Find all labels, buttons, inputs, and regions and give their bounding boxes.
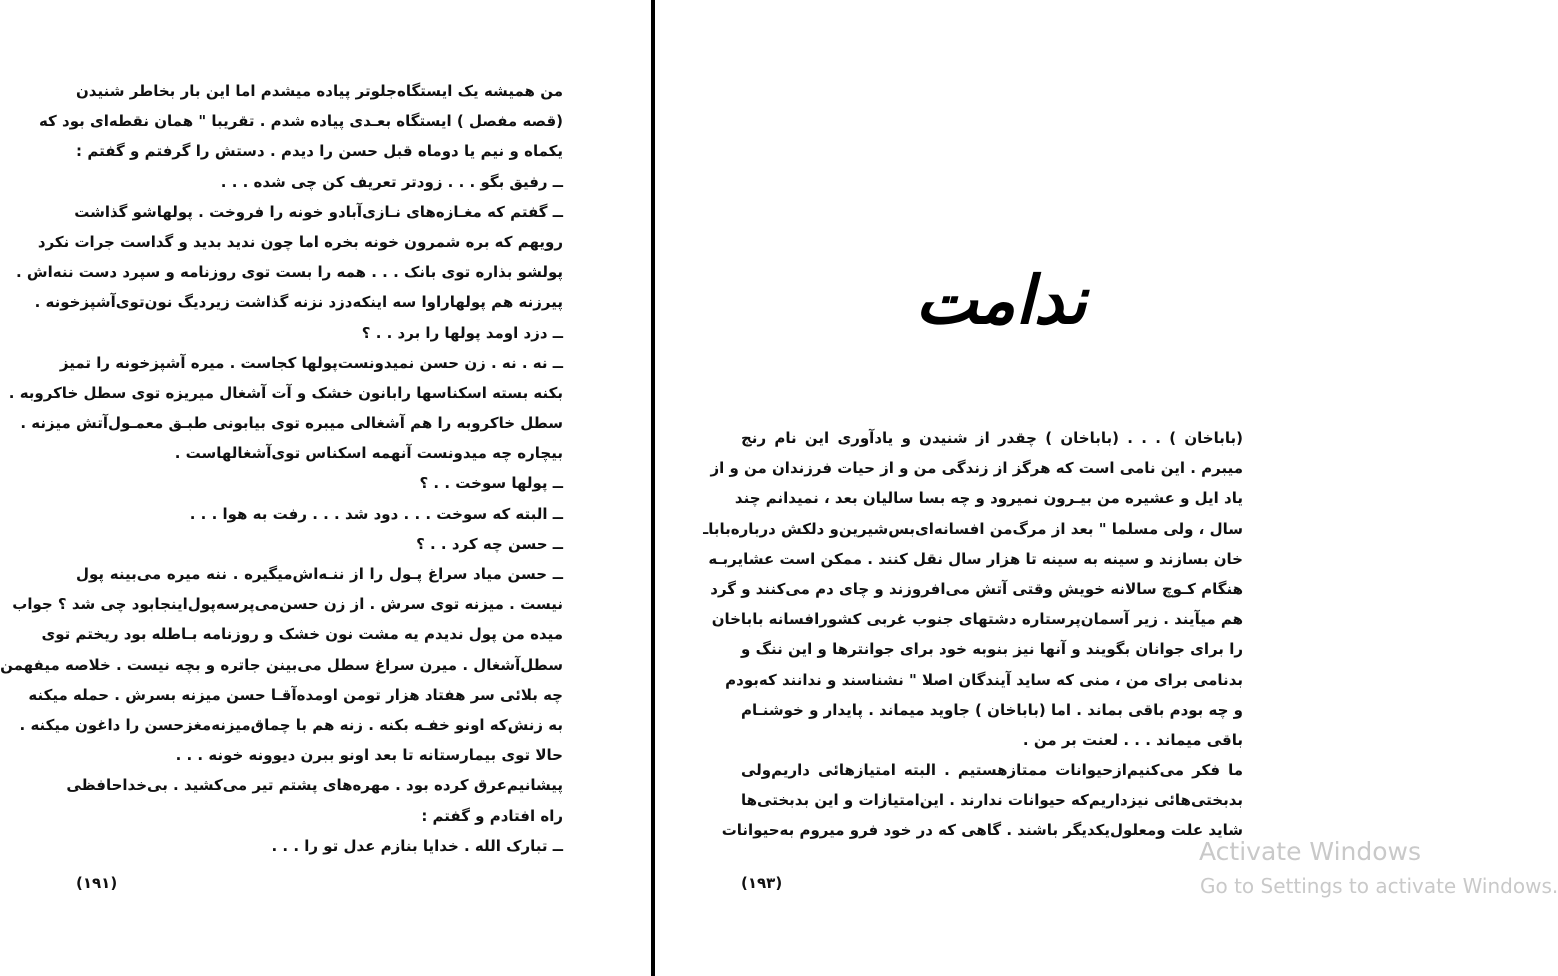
text-line: پیرزنه هم پولهاراوا سه اینکه‌دزد نزنه گذاشت زیردیگ نون‌توی‌آشپزخونه . [34,293,563,312]
left-page-text [0,76,563,861]
text-line: (باباخان ) . . . (باباخان ) چقدر از شنیدن و یادآوری این نام رنج [741,429,1243,447]
text-line: یکماه و نیم یا دوماه قبل حسن را دیدم . دستش را گرفتم و گفتم : [76,142,563,161]
text-line: سال ، ولی مسلما " بعد از مرگ‌من افسانه‌ای‌بس‌شیرین‌و دلکش درباره‌باباـ [703,519,1243,538]
text-line: هم میآیند . زیر آسمان‌پرستاره دشتهای جنوب غربی کشورافسانه باباخان [711,610,1243,629]
watermark-subtitle: Go to Settings to activate Windows. [1200,874,1558,898]
left-page-number: (۱۹۱) [76,874,118,892]
text-line: ــ پولها سوخت . . ؟ [419,474,563,493]
text-line: یاد ایل و عشیره من بیـرون نمیرود و چه بسا سالیان بعد ، نمیدانم چند [734,489,1243,508]
watermark-title: Activate Windows [1199,837,1421,866]
text-line: سطل‌آشغال . میرن سراغ سطل می‌بینن جاتره و بچه نیست . خلاصه میفهمن [0,655,563,674]
text-line: من همیشه یک ایستگاه‌جلوتر پیاده میشدم اما این بار بخاطر شنیدن [76,82,563,100]
text-line: نیست . میزنه توی سرش . از زن حسن‌می‌پرسه‌پول‌اینجابود چی شد ؟ جواب [12,595,563,614]
text-line: ــ حسن چه کرد . . ؟ [416,534,563,553]
text-line: ــ تبارک الله . خدایا بنازم عدل تو را . . . [271,836,563,855]
text-line: میده من پول ندیدم یه مشت نون خشک و روزنامه بـاطله بود ریختم توی [41,625,563,644]
text-line: رویهم که بره شمرون خونه بخره اما چون ندید بدید و گداست جرات نکرد [37,232,563,251]
text-line: ــ نه . نه . زن حسن نمیدونست‌پولها کجاست . میره آشپزخونه را تمیز [59,353,563,372]
text-line: راه افتادم و گفتم : [421,806,563,825]
text-line: باقی میماند . . . لعنت بر من . [1022,730,1243,749]
text-line: به زنش‌که اونو خفـه بکنه . زنه هم با چماق‌میزنه‌مغزحسن را داغون میکنه . [19,715,563,734]
left-page [0,0,651,976]
text-line: ــ حسن میاد سراغ پـول را از ننـه‌اش‌میگیره . ننه میره می‌بینه پول [76,565,563,583]
text-line: بکنه بسته اسکناسها را‌بانون خشک و آت آشغال میریزه توی سطل خاکروبه . [8,383,563,402]
text-line: و چه بودم باقی بماند . اما (باباخان ) جاوید میماند . پایدار و خوشنـام [741,700,1243,719]
book-gutter [651,0,655,976]
text-line: پولشو بذاره توی بانک . . . همه را بست توی روزنامه و سپرد دست ننه‌اش . [15,263,563,282]
right-page [656,0,1279,976]
text-line: میبرم . این نامی است که هرگز از زندگی من و از حیات فرزندان من و از [710,459,1243,478]
activate-windows-watermark [1199,832,1558,912]
chapter-title: ندامت [915,261,1087,339]
text-line: بدبختی‌هائی نیزداریم‌که حیوانات ندارند . این‌امتیازات و این بدبختی‌ها [741,791,1243,810]
right-page-number: (۱۹۳) [741,874,783,892]
text-line: را برای جوانان بگویند و آنها نیز بنوبه خود برای جوانترها و این ننگ و [741,640,1243,659]
text-line: ــ رفیق بگو . . . زودتر تعریف کن چی شده . . . [220,172,563,191]
text-line: ما فکر می‌کنیم‌ازحیوانات ممتازهستیم . البته امتیازهائی داریم‌ولی [741,761,1243,780]
text-line: چه بلائی سر هفتاد هزار تومن اومده‌آقـا حسن میزنه بسرش . حمله میکنه [28,685,563,704]
text-line: ــ گفتم که مغـازه‌های نـازی‌آبادو خونه را فروخت . پولهاشو گذاشت [74,202,563,221]
text-line: حالا توی بیمارستانه تا بعد اونو ببرن دیوونه خونه . . . [175,746,563,765]
text-line: سطل خاکروبه را هم آشغالی میبره توی بیابونی طبـق معمـول‌آتش میزنه . [20,414,563,433]
text-line: شاید علت ومعلول‌یکدیگر باشند . گاهی که در خود فرو میروم به‌حیوانات [721,821,1243,840]
text-line: خان بسازند و سینه به سینه تا هزار سال نقل کنند . ممکن است عشایربـه [708,549,1243,568]
right-page-text [703,423,1243,846]
text-line: هنگام کـوچ سالانه خویش وقتی آتش می‌افروزند و چای دم می‌کنند و گرد [710,579,1243,598]
text-line: بیچاره چه میدونست آنهمه اسکناس توی‌آشغالهاست . [174,444,563,463]
text-line: پیشانیم‌عرق کرده بود . مهره‌های پشتم تیر می‌کشید . بی‌خداحافظی [66,776,563,795]
text-line: (قصه مفصل ) ایستگاه بعـدی پیاده شدم . تقریبا " همان نقطه‌ای بود که [38,112,563,131]
text-line: ــ البته که سوخت . . . دود شد . . . رفت به هوا . . . [189,504,563,523]
text-line: ــ دزد اومد پولها را برد . . ؟ [361,323,563,342]
text-line: بدنامی برای من ، منی که ساید آیندگان اصلا " نشناسند و ندانند که‌بودم [725,670,1243,689]
